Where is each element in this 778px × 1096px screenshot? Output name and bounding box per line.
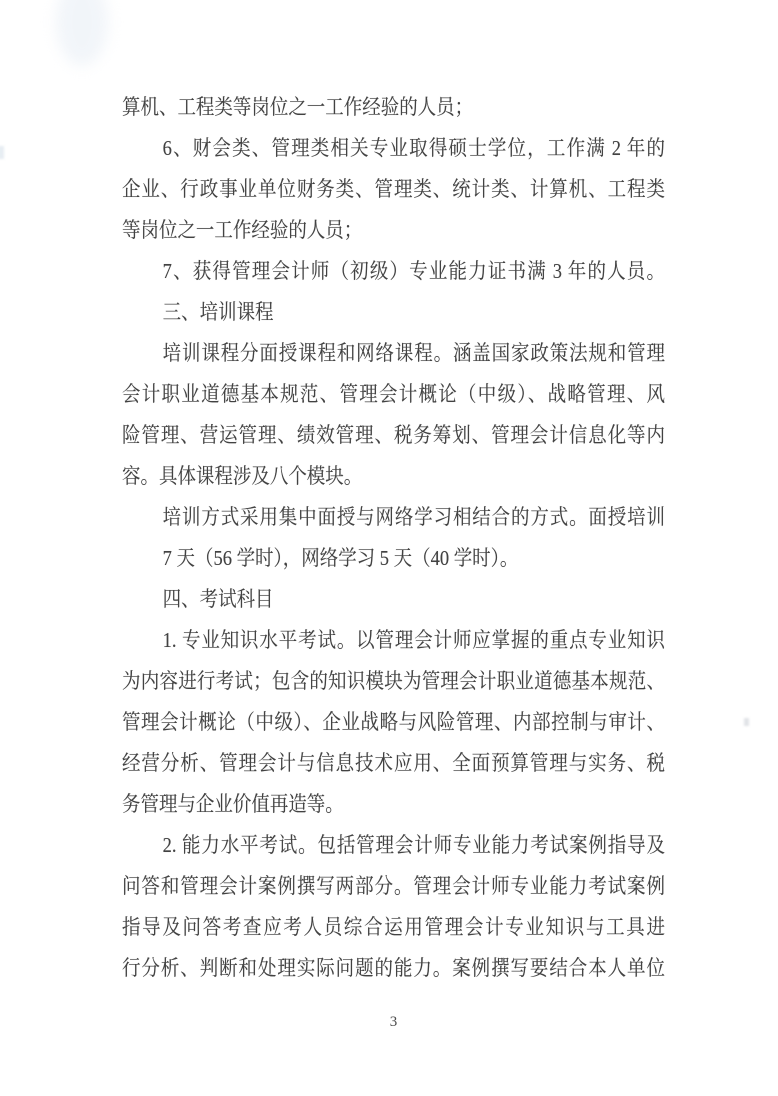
text-line: 企业、行政事业单位财务类、管理类、统计类、计算机、工程类 [122, 177, 665, 201]
scan-smudge [56, 0, 108, 66]
text-line: 经营分析、管理会计与信息技术应用、全面预算管理与实务、税 [122, 751, 665, 775]
text-line: 务管理与企业价值再造等。 [122, 792, 344, 816]
text-line: 问答和管理会计案例撰写两部分。管理会计师专业能力考试案例 [122, 874, 665, 898]
scan-speck [0, 146, 4, 159]
text-column [122, 87, 739, 989]
text-line: 等岗位之一工作经验的人员； [122, 218, 363, 242]
text-line: 容。具体课程涉及八个模块。 [122, 464, 363, 488]
section-heading-exam-subjects: 四、考试科目 [162, 587, 274, 611]
text-line: 行分析、判断和处理实际问题的能力。案例撰写要结合本人单位 [122, 956, 665, 980]
scan-speck [744, 718, 749, 726]
text-line: 1. 专业知识水平考试。以管理会计师应掌握的重点专业知识 [162, 628, 665, 652]
text-line: 会计职业道德基本规范、管理会计概论（中级）、战略管理、风 [122, 382, 665, 406]
section-heading-training-courses: 三、培训课程 [162, 300, 274, 324]
text-line: 2. 能力水平考试。包括管理会计师专业能力考试案例指导及 [162, 833, 665, 857]
text-line: 管理会计概论（中级）、企业战略与风险管理、内部控制与审计、 [122, 710, 665, 734]
page-number: 3 [389, 1014, 398, 1030]
text-line: 为内容进行考试；包含的知识模块为管理会计职业道德基本规范、 [122, 669, 665, 693]
text-line: 7、获得管理会计师（初级）专业能力证书满 3 年的人员。 [162, 259, 665, 283]
text-line: 培训课程分面授课程和网络课程。涵盖国家政策法规和管理 [162, 341, 665, 365]
text-line: 算机、工程类等岗位之一工作经验的人员； [122, 95, 474, 119]
text-line: 险管理、营运管理、绩效管理、税务筹划、管理会计信息化等内 [122, 423, 665, 447]
text-line: 指导及问答考查应考人员综合运用管理会计专业知识与工具进 [122, 915, 665, 939]
text-line: 7 天（56 学时），网络学习 5 天（40 学时）。 [162, 546, 519, 570]
text-line: 6、财会类、管理类相关专业取得硕士学位，工作满 2 年的 [162, 136, 665, 160]
text-line: 培训方式采用集中面授与网络学习相结合的方式。面授培训 [162, 505, 665, 529]
